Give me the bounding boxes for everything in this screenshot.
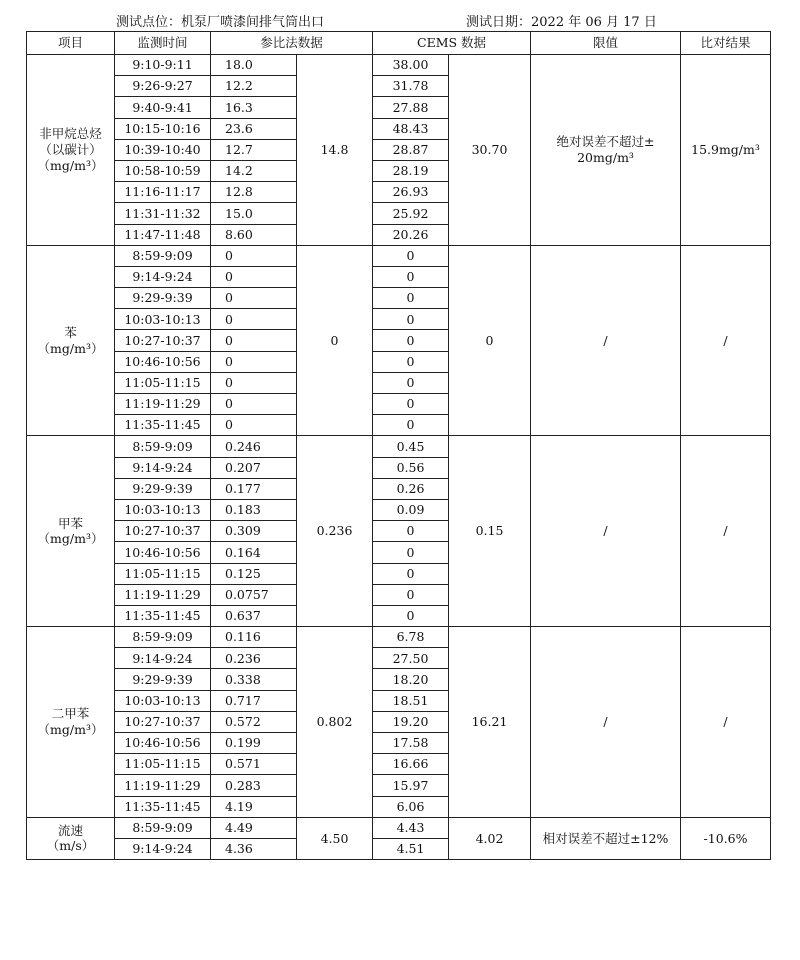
monitor-time: 10:15-10:16: [115, 118, 211, 139]
cems-value: 0.45: [373, 436, 449, 457]
ref-average: 0.802: [297, 627, 373, 818]
ref-value: 15.0: [211, 203, 297, 224]
item-name-line: 非甲烷总烃: [39, 126, 102, 142]
cems-value: 0: [373, 245, 449, 266]
cems-value: 0: [373, 394, 449, 415]
ref-value: 0: [211, 330, 297, 351]
ref-value: 0.0757: [211, 584, 297, 605]
col-limit: 限值: [531, 32, 681, 55]
item-name-line: （mg/m³）: [37, 340, 104, 356]
monitor-time: 10:27-10:37: [115, 711, 211, 732]
cems-value: 26.93: [373, 182, 449, 203]
cems-value: 18.20: [373, 669, 449, 690]
ref-value: 23.6: [211, 118, 297, 139]
monitor-time: 11:05-11:15: [115, 563, 211, 584]
cems-value: 0: [373, 266, 449, 287]
monitor-time: 8:59-9:09: [115, 627, 211, 648]
monitor-time: 11:19-11:29: [115, 584, 211, 605]
cems-value: 0: [373, 415, 449, 436]
cems-value: 48.43: [373, 118, 449, 139]
cems-value: 0: [373, 542, 449, 563]
monitor-time: 11:31-11:32: [115, 203, 211, 224]
item-name: [27, 55, 115, 246]
monitor-time: 9:14-9:24: [115, 266, 211, 287]
cems-value: 0: [373, 584, 449, 605]
monitor-time: 11:35-11:45: [115, 605, 211, 626]
ref-value: 8.60: [211, 224, 297, 245]
comparison-table: [26, 31, 771, 860]
test-date: 测试日期：2022 年 06 月 17 日: [466, 15, 657, 30]
col-time: 监测时间: [115, 32, 211, 55]
cems-value: 19.20: [373, 711, 449, 732]
limit-value: [531, 627, 681, 818]
cems-value: 6.78: [373, 627, 449, 648]
limit-line: /: [603, 332, 608, 348]
monitor-time: 10:27-10:37: [115, 330, 211, 351]
table-row: [27, 55, 771, 76]
ref-value: 0: [211, 351, 297, 372]
ref-value: 0: [211, 415, 297, 436]
ref-average: 0: [297, 245, 373, 436]
ref-value: 0.637: [211, 605, 297, 626]
monitor-time: 10:03-10:13: [115, 690, 211, 711]
cems-average: 0: [449, 245, 531, 436]
item-name: [27, 627, 115, 818]
cems-average: 0.15: [449, 436, 531, 627]
ref-value: 0.283: [211, 775, 297, 796]
monitor-time: 10:58-10:59: [115, 160, 211, 181]
cems-average: 4.02: [449, 817, 531, 859]
limit-line: 20mg/m³: [577, 149, 634, 165]
limit-value: [531, 55, 681, 246]
item-name-line: （mg/m³）: [37, 721, 104, 737]
cems-value: 0.56: [373, 457, 449, 478]
monitor-time: 8:59-9:09: [115, 436, 211, 457]
monitor-time: 11:47-11:48: [115, 224, 211, 245]
test-location: 测试点位：机泵厂喷漆间排气筒出口: [116, 15, 325, 30]
monitor-time: 9:10-9:11: [115, 55, 211, 76]
item-name-line: 二甲苯: [51, 706, 90, 722]
cems-value: 28.19: [373, 160, 449, 181]
item-name-line: （m/s）: [46, 838, 95, 854]
limit-value: [531, 817, 681, 859]
ref-value: 0: [211, 245, 297, 266]
ref-value: 0.199: [211, 733, 297, 754]
document-header: [0, 8, 800, 30]
limit-line: /: [603, 714, 608, 730]
ref-value: 0.571: [211, 754, 297, 775]
monitor-time: 9:26-9:27: [115, 76, 211, 97]
ref-value: 4.19: [211, 796, 297, 817]
monitor-time: 10:46-10:56: [115, 351, 211, 372]
comparison-result: /: [681, 627, 771, 818]
table-row: [27, 436, 771, 457]
cems-value: 15.97: [373, 775, 449, 796]
cems-value: 28.87: [373, 139, 449, 160]
monitor-time: 11:35-11:45: [115, 415, 211, 436]
ref-value: 4.36: [211, 838, 297, 859]
item-name-line: （mg/m³）: [37, 531, 104, 547]
cems-value: 20.26: [373, 224, 449, 245]
cems-value: 0: [373, 288, 449, 309]
ref-value: 18.0: [211, 55, 297, 76]
ref-value: 0.164: [211, 542, 297, 563]
ref-value: 0.183: [211, 499, 297, 520]
monitor-time: 10:46-10:56: [115, 542, 211, 563]
monitor-time: 8:59-9:09: [115, 817, 211, 838]
cems-average: 16.21: [449, 627, 531, 818]
ref-value: 12.7: [211, 139, 297, 160]
cems-value: 0: [373, 563, 449, 584]
monitor-time: 10:46-10:56: [115, 733, 211, 754]
ref-value: 4.49: [211, 817, 297, 838]
monitor-time: 10:27-10:37: [115, 521, 211, 542]
item-name-line: 苯: [64, 324, 77, 340]
table-row: [27, 817, 771, 838]
monitor-time: 11:05-11:15: [115, 372, 211, 393]
cems-value: 16.66: [373, 754, 449, 775]
cems-value: 31.78: [373, 76, 449, 97]
item-name: [27, 436, 115, 627]
cems-value: 0: [373, 605, 449, 626]
comparison-result: /: [681, 245, 771, 436]
monitor-time: 9:14-9:24: [115, 838, 211, 859]
cems-value: 27.50: [373, 648, 449, 669]
ref-value: 0.207: [211, 457, 297, 478]
cems-value: 6.06: [373, 796, 449, 817]
cems-value: 0: [373, 521, 449, 542]
monitor-time: 11:05-11:15: [115, 754, 211, 775]
ref-value: 0.572: [211, 711, 297, 732]
monitor-time: 10:03-10:13: [115, 499, 211, 520]
cems-value: 38.00: [373, 55, 449, 76]
ref-value: 0.116: [211, 627, 297, 648]
monitor-time: 10:03-10:13: [115, 309, 211, 330]
ref-value: 0: [211, 309, 297, 330]
ref-value: 0.246: [211, 436, 297, 457]
item-name-line: 甲苯: [57, 515, 83, 531]
cems-value: 27.88: [373, 97, 449, 118]
table-row: [27, 245, 771, 266]
limit-line: 相对误差不超过±12%: [542, 830, 669, 846]
cems-value: 25.92: [373, 203, 449, 224]
limit-value: [531, 245, 681, 436]
ref-value: 12.2: [211, 76, 297, 97]
cems-value: 4.43: [373, 817, 449, 838]
col-result: 比对结果: [681, 32, 771, 55]
comparison-result: /: [681, 436, 771, 627]
monitor-time: 9:14-9:24: [115, 457, 211, 478]
header-row: [27, 32, 771, 55]
cems-value: 0: [373, 372, 449, 393]
monitor-time: 11:19-11:29: [115, 394, 211, 415]
limit-value: [531, 436, 681, 627]
cems-value: 0: [373, 330, 449, 351]
cems-value: 17.58: [373, 733, 449, 754]
monitor-time: 11:19-11:29: [115, 775, 211, 796]
table-row: [27, 627, 771, 648]
item-name-line: 流速: [57, 822, 83, 838]
ref-value: 12.8: [211, 182, 297, 203]
comparison-result: 15.9mg/m³: [681, 55, 771, 246]
limit-line: 绝对误差不超过±: [556, 134, 655, 150]
item-name-line: （以碳计）: [39, 142, 102, 158]
monitor-time: 8:59-9:09: [115, 245, 211, 266]
ref-average: 0.236: [297, 436, 373, 627]
ref-value: 0: [211, 266, 297, 287]
comparison-result: -10.6%: [681, 817, 771, 859]
limit-line: /: [603, 523, 608, 539]
ref-value: 16.3: [211, 97, 297, 118]
monitor-time: 9:29-9:39: [115, 288, 211, 309]
cems-value: 4.51: [373, 838, 449, 859]
monitor-time: 11:16-11:17: [115, 182, 211, 203]
ref-average: 14.8: [297, 55, 373, 246]
cems-value: 0: [373, 351, 449, 372]
ref-average: 4.50: [297, 817, 373, 859]
ref-value: 0.177: [211, 478, 297, 499]
cems-average: 30.70: [449, 55, 531, 246]
monitor-time: 9:40-9:41: [115, 97, 211, 118]
col-cems: CEMS 数据: [373, 32, 531, 55]
ref-value: 0.236: [211, 648, 297, 669]
cems-value: 18.51: [373, 690, 449, 711]
ref-value: 0: [211, 372, 297, 393]
ref-value: 0.717: [211, 690, 297, 711]
cems-value: 0.09: [373, 499, 449, 520]
cems-value: 0: [373, 309, 449, 330]
ref-value: 0.125: [211, 563, 297, 584]
ref-value: 14.2: [211, 160, 297, 181]
item-name: [27, 245, 115, 436]
monitor-time: 9:14-9:24: [115, 648, 211, 669]
col-item: 项目: [27, 32, 115, 55]
col-ref: 参比法数据: [211, 32, 373, 55]
ref-value: 0: [211, 394, 297, 415]
monitor-time: 10:39-10:40: [115, 139, 211, 160]
cems-value: 0.26: [373, 478, 449, 499]
item-name-line: （mg/m³）: [37, 157, 104, 173]
monitor-time: 11:35-11:45: [115, 796, 211, 817]
monitor-time: 9:29-9:39: [115, 478, 211, 499]
monitor-time: 9:29-9:39: [115, 669, 211, 690]
item-name: [27, 817, 115, 859]
ref-value: 0.338: [211, 669, 297, 690]
ref-value: 0: [211, 288, 297, 309]
ref-value: 0.309: [211, 521, 297, 542]
